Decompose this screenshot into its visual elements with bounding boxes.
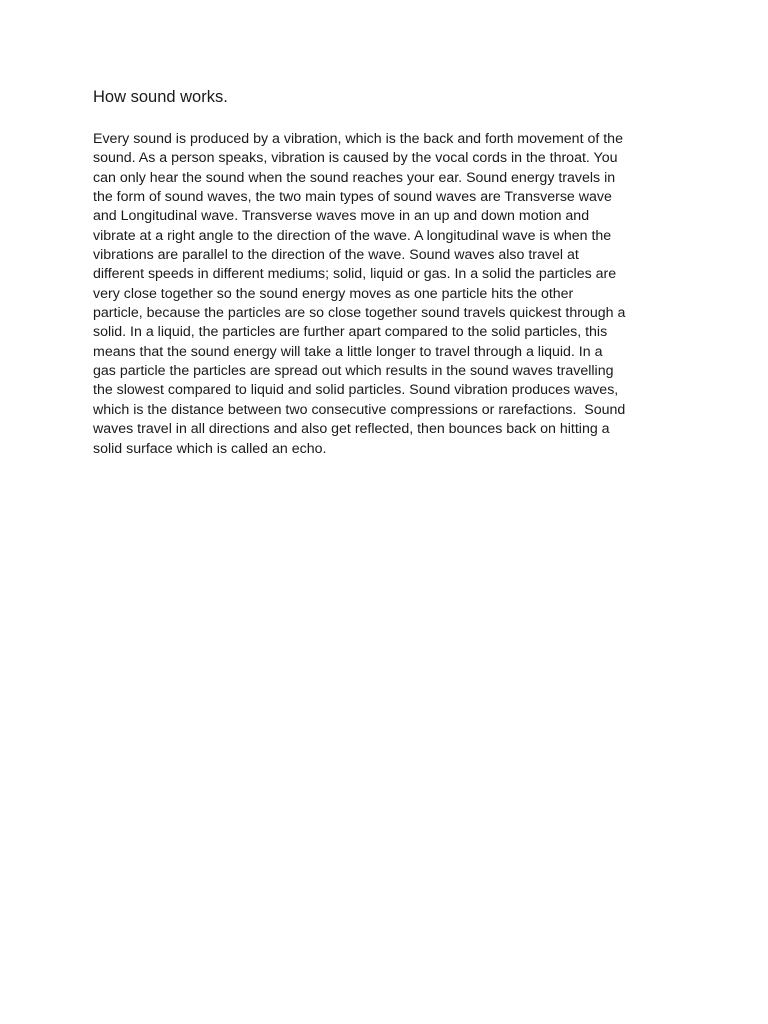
body-line: particle, because the particles are so close together sound travels quickest through a [93, 305, 626, 322]
body-line: solid. In a liquid, the particles are further apart compared to the solid particles, this [93, 324, 608, 341]
body-line: means that the sound energy will take a little longer to travel through a liquid. In a [93, 343, 603, 360]
body-line: Every sound is produced by a vibration, which is the back and forth movement of the [93, 131, 623, 147]
body-line: which is the distance between two consecutive compressions or rarefactions. Sound [93, 401, 626, 418]
body-line: solid surface which is called an echo. [93, 440, 327, 457]
document-title: How sound works. [93, 88, 228, 106]
body-line: waves travel in all directions and also get reflected, then bounces back on hitting a [93, 421, 610, 438]
body-line: the form of sound waves, the two main types of sound waves are Transverse wave [93, 189, 612, 206]
body-line: different speeds in different mediums; solid, liquid or gas. In a solid the particles are [93, 266, 617, 283]
body-line: can only hear the sound when the sound reaches your ear. Sound energy travels in [93, 169, 616, 186]
body-line: sound. As a person speaks, vibration is caused by the vocal cords in the throat. You [93, 150, 618, 167]
body-line: gas particle the particles are spread out which results in the sound waves travelling [93, 363, 614, 380]
body-line: vibrate at a right angle to the direction of the wave. A longitudinal wave is when the [93, 227, 612, 244]
body-line: the slowest compared to liquid and solid particles. Sound vibration produces waves, [93, 382, 619, 399]
body-line: and Longitudinal wave. Transverse waves move in an up and down motion and [93, 208, 590, 225]
body-line: vibrations are parallel to the direction of the wave. Sound waves also travel at [93, 247, 579, 264]
body-line: very close together so the sound energy moves as one particle hits the other [93, 285, 574, 302]
document-body [93, 130, 693, 459]
